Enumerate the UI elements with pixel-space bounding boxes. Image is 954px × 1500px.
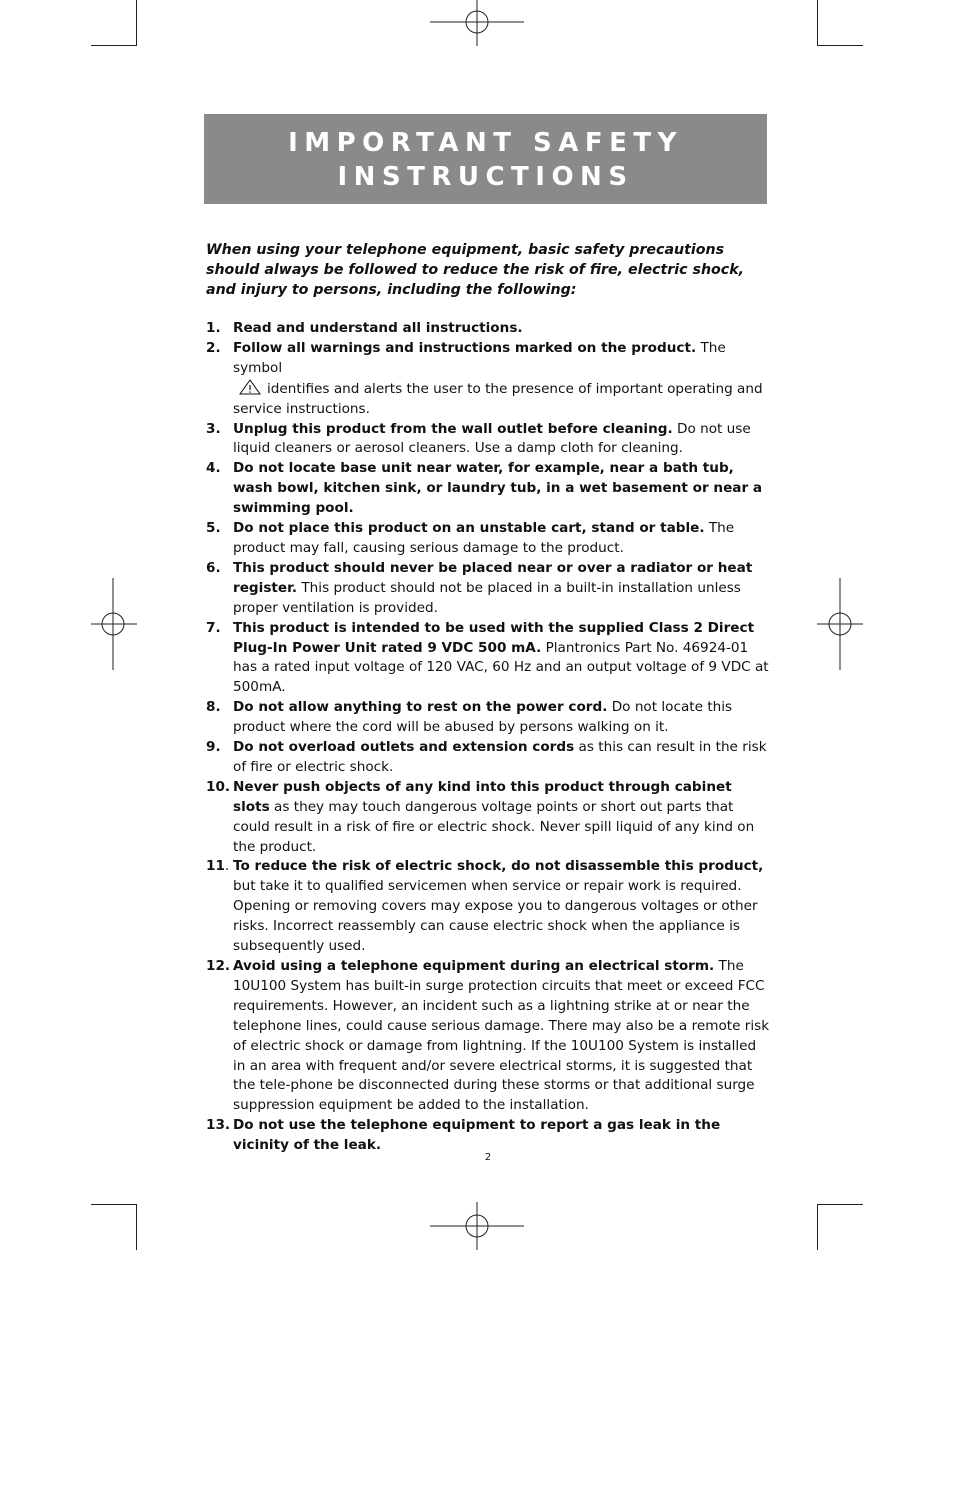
item-number: 8. <box>206 699 221 716</box>
item-number: 10. <box>206 778 231 795</box>
item-text: Do not use liquid cleaners or aerosol cleaners. Use a damp cloth for cleaning. <box>233 420 751 457</box>
page-title <box>204 114 767 204</box>
item-number-digits: 11 <box>206 858 225 875</box>
item-text: as this can result in the risk of fire or electric shock. <box>233 739 767 775</box>
list-item <box>206 957 771 1116</box>
item-number: 1. <box>206 320 221 336</box>
item-bold-text: Avoid using a telephone equipment during an electrical storm. <box>233 958 715 974</box>
item-bold-text: Unplug this product from the wall outlet before cleaning. <box>233 420 673 437</box>
crop-mark <box>817 1204 818 1250</box>
item-text: Plantronics Part No. 46924-01 has a rated input voltage of 120 VAC, 60 Hz and an output voltage of 9 VDC at 500mA. <box>233 639 769 696</box>
item-number: 5. <box>206 520 221 537</box>
item-bold-text: Do not overload outlets and extension cords <box>233 739 575 756</box>
crop-mark <box>91 1204 137 1205</box>
item-number-suffix: . <box>224 858 230 875</box>
item-bold-text: Never push objects of any kind into this product through cabinet slots <box>233 778 732 815</box>
item-number <box>206 857 229 877</box>
list-item <box>206 319 771 339</box>
list-item <box>206 778 771 858</box>
item-number: 3. <box>206 420 221 437</box>
list-item <box>206 857 771 957</box>
list-item <box>206 339 771 420</box>
registration-mark-icon <box>430 0 524 46</box>
item-number: 12. <box>206 958 231 974</box>
intro-paragraph: When using your telephone equipment, basic safety precautions should always be followed to reduce the risk of fire, electric shock, and injury to persons, including the following: <box>206 242 745 298</box>
item-text: This product should not be placed in a built-in installation unless proper ventilation is provided. <box>233 579 741 616</box>
warning-triangle-icon <box>239 379 261 395</box>
list-item <box>206 559 771 619</box>
item-bold-text: Read and understand all instructions. <box>233 320 523 336</box>
list-item <box>206 519 771 559</box>
item-bold-text: Do not locate base unit near water, for example, near a bath tub, wash bowl, kitchen sink, or laundry tub, in a wet basement or near a swimming pool. <box>233 460 763 517</box>
registration-mark-icon <box>91 578 137 670</box>
list-item <box>206 619 771 699</box>
item-number: 7. <box>206 619 221 636</box>
item-text-after-icon: identifies and alerts the user to the presence of important operating and service instructions. <box>233 380 763 417</box>
item-number: 6. <box>206 559 221 576</box>
item-bold-text: Do not allow anything to rest on the power cord. <box>233 699 608 716</box>
title-line-1: IMPORTANT SAFETY <box>288 128 683 158</box>
item-bold-text: This product should never be placed near or over a radiator or heat register. <box>233 559 753 596</box>
item-text: The symbol <box>233 339 726 376</box>
list-item <box>206 459 771 519</box>
crop-mark <box>136 0 137 46</box>
crop-mark <box>817 0 818 46</box>
item-text: as they may touch dangerous voltage points or short out parts that could result in a risk of fire or electric shock. Never spill liquid of any kind on the product. <box>233 798 755 855</box>
item-bold-text: Follow all warnings and instructions marked on the product. <box>233 339 697 356</box>
list-item <box>206 698 771 738</box>
item-bold-text: To reduce the risk of electric shock, do not disassemble this product, <box>233 858 764 875</box>
item-text: The 10U100 System has built-in surge protection circuits that meet or exceed FCC requirements. However, an incident such as a lightning strike at or near the telephone lines, could cause serious damage. There may also be a remote risk of electric shock or damage from lightning. If the 10U100 System is installed in an area with frequent and/or severe electrical storms, it is suggested that the tele-phone be disconnected during these storms or that additional surge suppression equipment be added to the installation. <box>233 958 770 1114</box>
item-text: The product may fall, causing serious damage to the product. <box>233 520 735 556</box>
list-item <box>206 420 771 460</box>
item-bold-text: Do not use the telephone equipment to report a gas leak in the vicinity of the leak. <box>233 1117 721 1154</box>
title-line-2: INSTRUCTIONS <box>337 162 634 192</box>
item-number: 4. <box>206 460 221 477</box>
crop-mark <box>91 45 137 46</box>
item-text: Do not locate this product where the cord will be abused by persons walking on it. <box>233 699 733 736</box>
item-number: 2. <box>206 339 221 356</box>
item-bold-text: This product is intended to be used with the supplied Class 2 Direct Plug-In Power Unit rated 9 VDC 500 mA. <box>233 619 755 656</box>
crop-mark <box>817 1204 863 1205</box>
item-number: 9. <box>206 739 221 756</box>
crop-mark <box>136 1204 137 1250</box>
registration-mark-icon <box>817 578 863 670</box>
crop-mark <box>817 45 863 46</box>
list-item <box>206 738 771 778</box>
page-number: 2 <box>484 1152 492 1163</box>
item-bold-text: Do not place this product on an unstable cart, stand or table. <box>233 520 705 537</box>
registration-mark-icon <box>430 1202 524 1250</box>
item-text: but take it to qualified servicemen when service or repair work is required. Opening or removing covers may expose you to dangerous voltages or other risks. Incorrect reassembly can cause electric shock when the appliance is subsequently used. <box>233 878 758 955</box>
safety-instructions-list <box>206 319 771 1156</box>
item-number: 13. <box>206 1117 231 1134</box>
list-item <box>206 1116 771 1156</box>
